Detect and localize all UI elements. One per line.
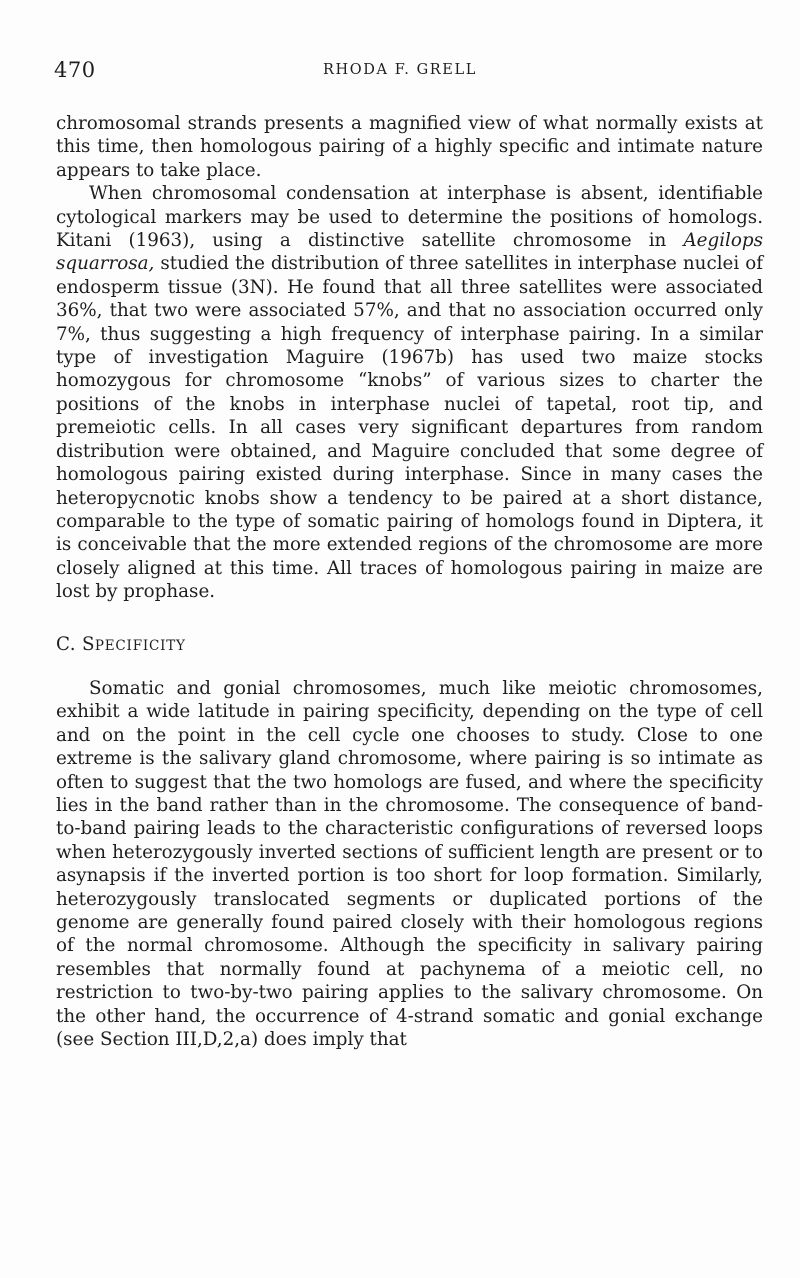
section-title-initial: S (81, 633, 95, 655)
paragraph-interphase-markers (56, 182, 763, 603)
page-number: 470 (54, 58, 96, 82)
running-head (54, 58, 746, 88)
body-text (56, 112, 763, 1051)
running-title: RHODA F. GRELL (323, 62, 477, 78)
section-letter: C. (56, 633, 76, 655)
paragraph-continued: chromosomal strands presents a magnified view of what normally exists at this time, then homologous pairing of a highly specific and intimate nature appears to take place. (56, 113, 763, 181)
section-heading (56, 633, 763, 658)
species-name: Aegilops squarrosa, (56, 230, 763, 275)
section-title-rest: PECIFICITY (94, 637, 186, 654)
paragraph-text: When chromosomal condensation at interphase is absent, identifiable cytological markers may be used to determine the positions of homologs. Kitani (1963), using a distinctive satellite chromosome in (56, 183, 763, 252)
paragraph-text: studied the distribution of three satellites in interphase nuclei of endosperm tissue (3N). He found that all three satellites were associated 36%, that two were associated 57%, and that no association occurred only 7%, thus suggesting a high frequency of interphase pairing. In a similar type of investigation Maguire (1967b) has used two maize stocks homozygous for chromosome “knobs” of various sizes to charter the positions of the knobs in interphase nuclei of tapetal, root tip, and premeiotic cells. In all cases very significant departures from random distribution were obtained, and Maguire concluded that some degree of homologous pairing existed during interphase. Since in many cases the heteropycnotic knobs show a tendency to be paired at a short distance, comparable to the type of somatic pairing of homologs found in Diptera, it is conceivable that the more extended regions of the chromosome are more closely aligned at this time. All traces of homologous pairing in maize are lost by prophase. (56, 253, 763, 603)
paragraph-specificity: Somatic and gonial chromosomes, much like meiotic chromosomes, exhibit a wide latitude in pairing specificity, depending on the type of cell and on the point in the cell cycle one chooses to study. Close to one extreme is the salivary gland chromosome, where pairing is so intimate as often to suggest that the two homologs are fused, and where the specificity lies in the band rather than in the chromosome. The consequence of band-to-band pairing leads to the characteristic configurations of reversed loops when heterozygously inverted sections of sufficient length are present or to asynapsis if the inverted portion is too short for loop formation. Similarly, heterozygously translocated segments or duplicated portions of the genome are generally found paired closely with their homologous regions of the normal chromosome. Although the specificity in salivary pairing resembles that normally found at pachynema of a meiotic cell, no restriction to two-by-two pairing applies to the salivary chromosome. On the other hand, the occurrence of 4-strand somatic and gonial exchange (see Section III,D,2,a) does imply that (56, 677, 763, 1051)
